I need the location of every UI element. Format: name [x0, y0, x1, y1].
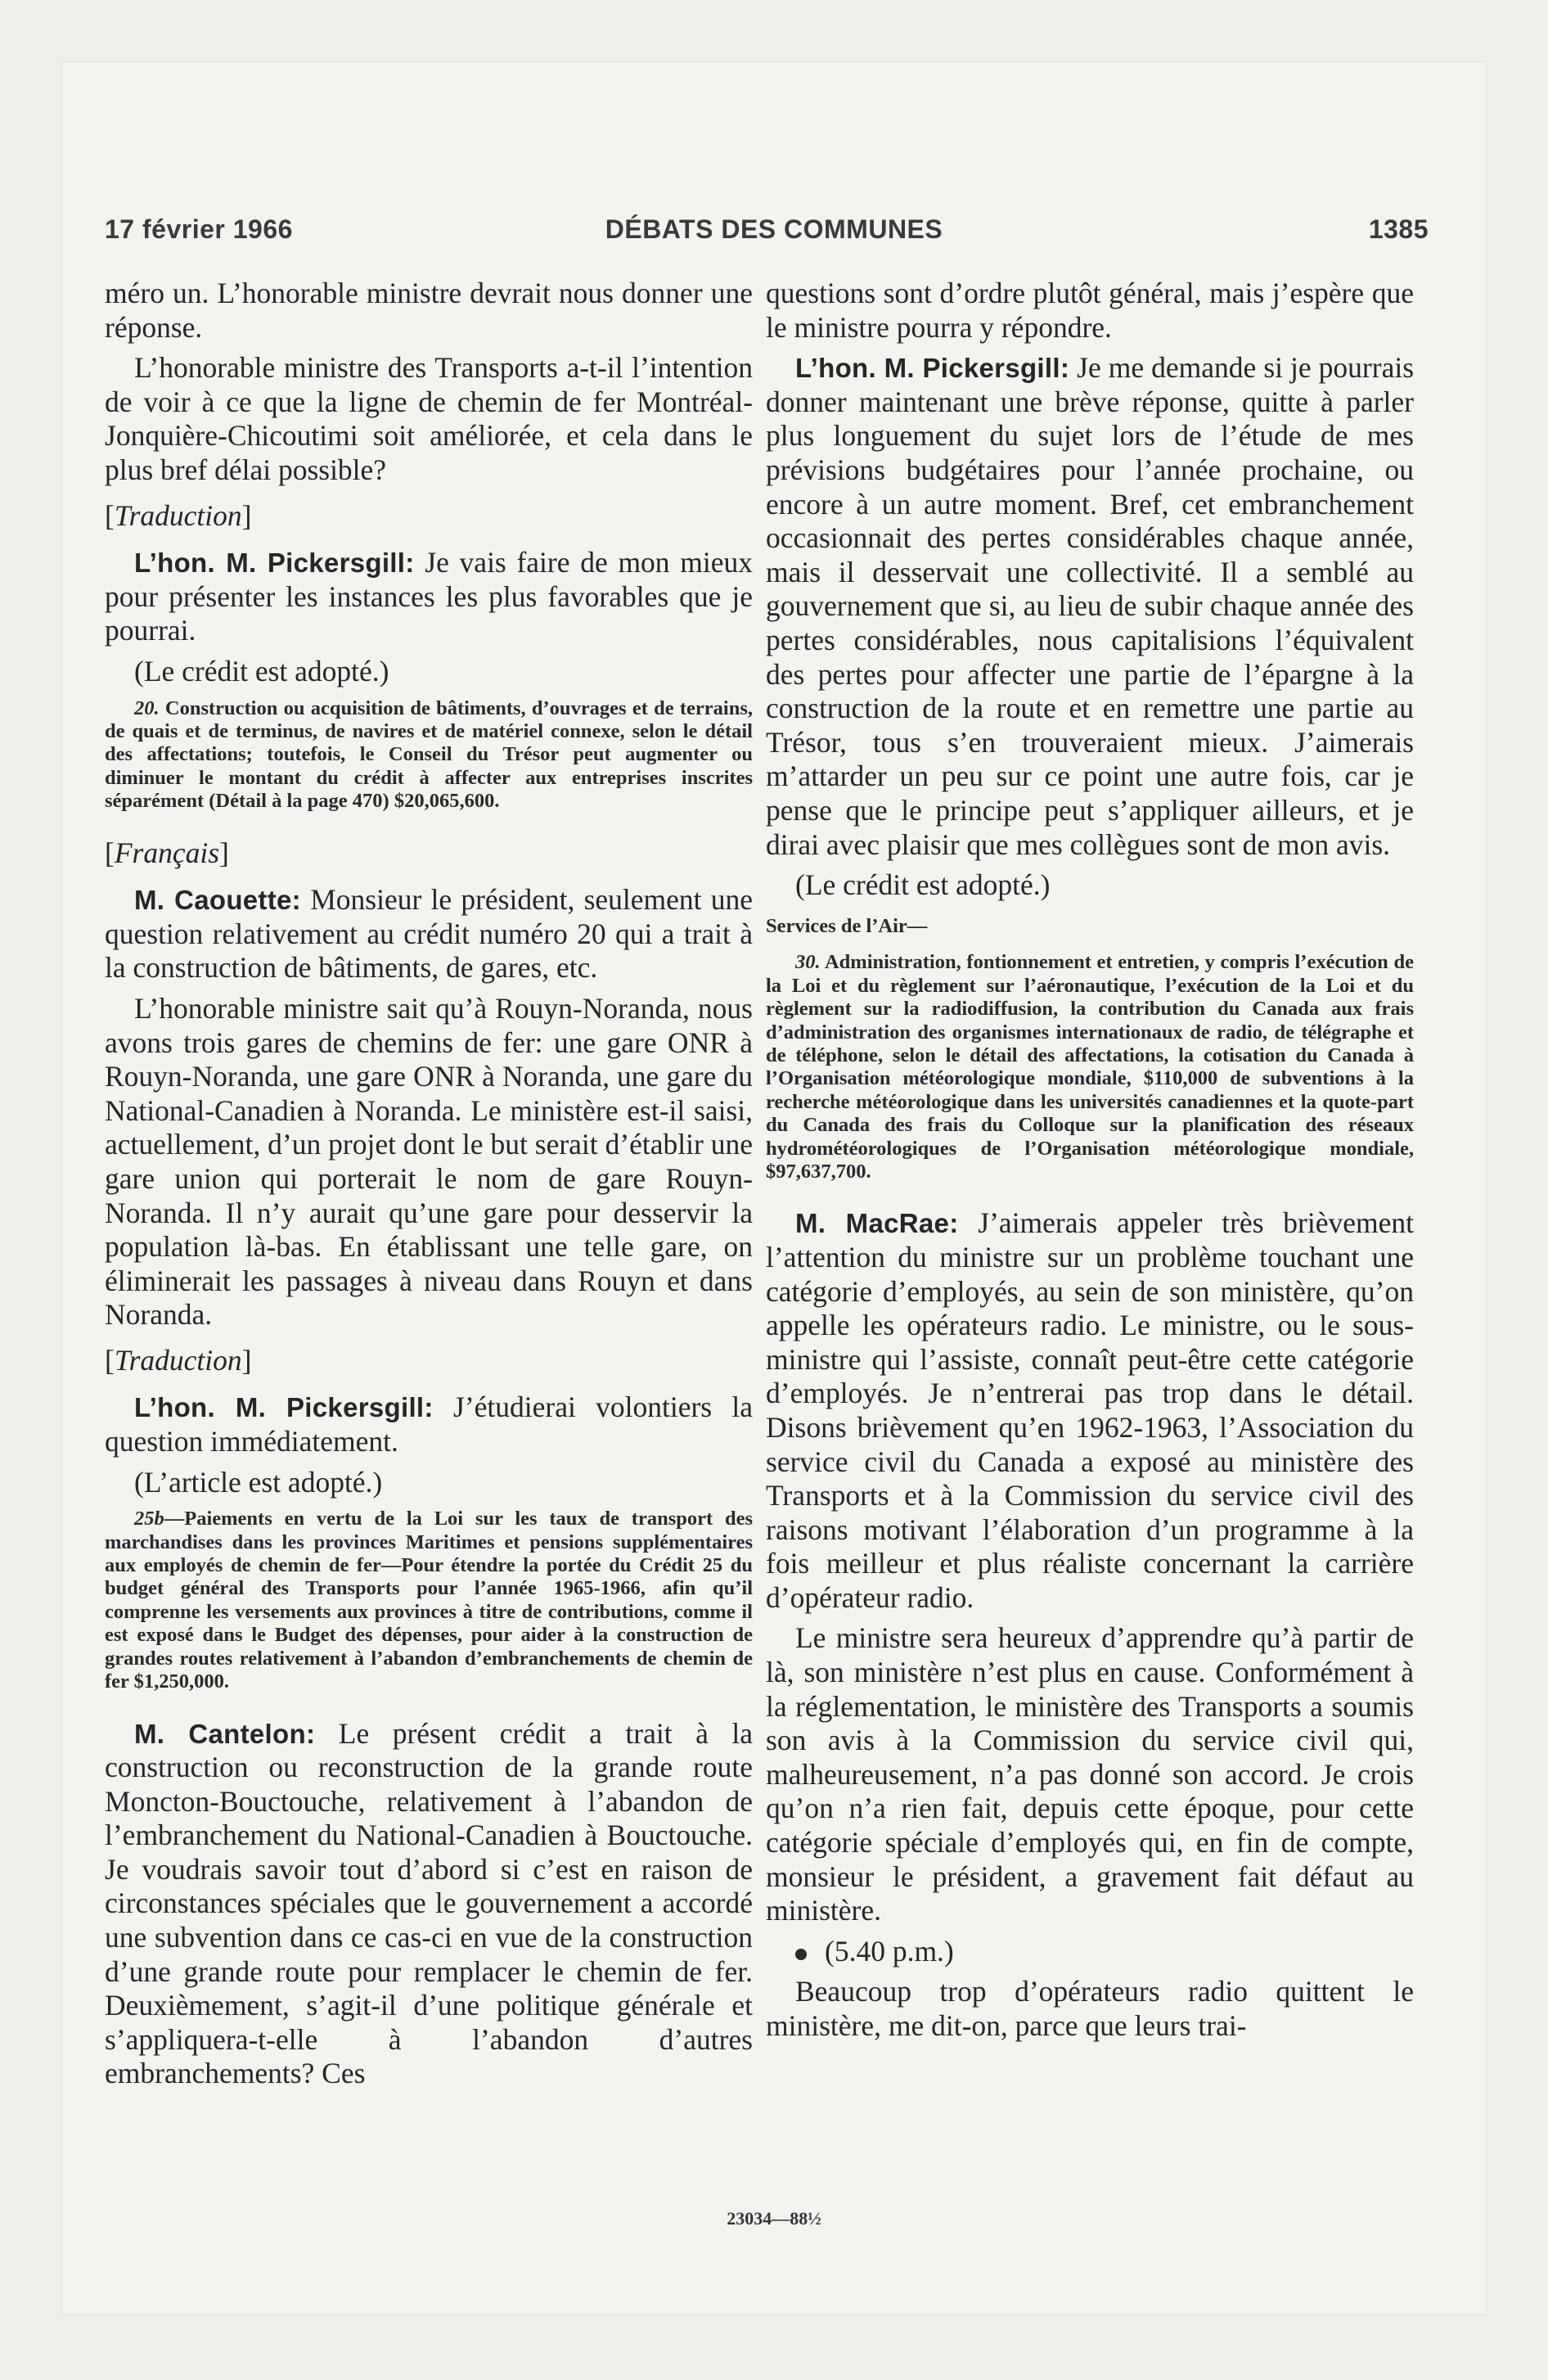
adoption-note: (Le crédit est adopté.)	[795, 868, 1051, 902]
speech-text: J’aimerais appeler très brièvement l’attention du ministre sur un problème touchant une catégorie d’employés, au sein de son ministère, qu’on appelle les opérateurs radio. Le ministre, ou le sous-ministre qui l’assiste, connaît peut-être cette catégorie d’employés. Je n’entrerai pas trop dans le détail. Disons brièvement qu’en 1962-1963, l’Association du service civil du Canada a exposé au ministère des Transports et à la Commission du service civil des raisons motivant l’élaboration d’un programme à la fois meilleur et plus réaliste concernant la carrière d’opérateur radio.	[766, 1206, 1414, 1614]
speech	[766, 1206, 1414, 1615]
vote-number: 25b	[134, 1508, 164, 1530]
speaker-name: M. Cantelon:	[134, 1718, 316, 1749]
vote-item	[105, 1508, 753, 1693]
adoption-note: (L’article est adopté.)	[134, 1465, 383, 1499]
speech	[105, 1717, 753, 2092]
vote-number: 20.	[134, 696, 160, 719]
vote-item	[105, 697, 753, 814]
paragraph: Beaucoup trop d’opérateurs radio quittent le ministère, me dit-on, parce que leurs trai-	[766, 1975, 1414, 2042]
speech	[766, 351, 1414, 862]
speaker-name: L’hon. M. Pickersgill:	[134, 1392, 434, 1423]
paragraph: Le ministre sera heureux d’apprendre qu’à partir de là, son ministère n’est plus en cause. Conformément à la réglementation, le ministère des Transports a soumis son avis à la Commission du service civil qui, malheureusement, n’a pas donné son accord. Je crois qu’on n’a rien fait, depuis cette époque, pour cette catégorie spéciale d’employés qui, en fin de compte, monsieur le président, a gravement fait défaut au ministère.	[766, 1621, 1414, 1927]
speech-text: Je vais faire de mon mieux pour présenter les instances les plus favorables que je pourrai.	[105, 546, 754, 647]
section-heading: Services de l’Air—	[766, 914, 928, 937]
language-marker-text: Traduction	[114, 1343, 242, 1377]
page-header	[62, 214, 1486, 252]
language-marker-text: Français	[114, 836, 220, 869]
speaker-name: M. MacRae:	[795, 1208, 959, 1239]
page-footer: 23034—88½	[727, 2208, 821, 2229]
left-column	[105, 277, 753, 2098]
speaker-name: M. Caouette:	[134, 885, 301, 916]
language-marker-text: Traduction	[114, 498, 242, 532]
language-marker: [Français]	[105, 836, 229, 869]
speech-text: Le présent crédit a trait à la construction ou reconstruction de la grande route Moncton-Bouctouche, relativement à l’abandon de l’embranchement du National-Canadien à Bouctouche. Je voudrais savoir tout d’abord si c’est en raison de circonstances spéciales que le gouvernement a accordé une subvention dans ce cas-ci en vue de la construction d’une grande route pour remplacer le chemin de fer. Deuxièmement, s’agit-il d’une politique générale et s’appliquera-t-elle à l’abandon d’autres embranchements? Ces	[105, 1716, 753, 2090]
paragraph: questions sont d’ordre plutôt général, mais j’espère que le ministre pourra y répondre.	[766, 277, 1414, 344]
vote-text: Administration, fontionnement et entretien, y compris l’exécution de la Loi et du règlement sur l’aéronautique, l’exécution de la Loi et du règlement sur la radiodiffusion, la contribution du Canada aux frais d’administration des organismes internationaux de radio, de télégraphe et de téléphone, selon le détail des affectations, la cotisation du Canada à l’Organisation météorologique mondiale, $110,000 de subventions à la recherche météorologique dans les universités canadiennes et la quote-part du Canada des frais du Colloque sur la planification des réseaux hydrométéorologiques de l’Organisation météorologique mondiale, $97,637,700.	[766, 951, 1414, 1183]
speaker-name: L’hon. M. Pickersgill:	[134, 548, 415, 579]
language-marker: [Traduction]	[105, 1343, 252, 1377]
speech-text: J’étudierai volontiers la question immédiatement.	[105, 1391, 754, 1458]
bullet-icon	[795, 1949, 807, 1960]
adoption-note: (Le crédit est adopté.)	[134, 654, 389, 687]
speech	[105, 546, 753, 648]
language-marker: [Traduction]	[105, 498, 252, 532]
paragraph: L’honorable ministre sait qu’à Rouyn-Noranda, nous avons trois gares de chemins de fer: une gare ONR à Rouyn-Noranda, une gare ONR à Noranda, une gare du National-Canadien à Noranda. Le ministère est-il saisi, actuellement, d’un projet dont le but serait d’établir une gare union qui porterait le nom de gare Rouyn-Noranda. Il n’y aurait qu’une gare pour desservir la population là-bas. En établissant une telle gare, on éliminerait les passages à niveau dans Rouyn et dans Noranda.	[105, 991, 753, 1332]
speech-text: Je me demande si je pourrais donner maintenant une brève réponse, quitte à parler plus longuement du sujet lors de l’étude de mes prévisions budgétaires pour l’année prochaine, ou encore à un autre moment. Bref, cet embranchement occasionnait des pertes considérables chaque année, mais il desservait une collectivité. Il a semblé au gouvernement que si, au lieu de subir chaque année des pertes considérables, nous capitalisions l’équivalent des pertes pour affecter une partie de l’épargne à la construction de la route et en remettre une partie au Trésor, tous s’en trouveraient mieux. J’aimerais m’attarder un peu sur ce point une autre fois, car je pense que le principe peut s’appliquer ailleurs, et je dirai avec plaisir que mes collègues sont de mon avis.	[766, 351, 1415, 861]
speech-text: Monsieur le président, seulement une question relativement au crédit numéro 20 qui a trait à la construction de bâtiments, de gares, etc.	[105, 883, 754, 985]
vote-text: Construction ou acquisition de bâtiments, d’ouvrages et de terrains, de quais et de terminus, de navires et de matériel connexe, selon le détail des affectations; toutefois, le Conseil du Trésor peut augmenter ou diminuer le montant du crédit à affecter aux entreprises inscrites séparément (Détail à la page 470) $20,065,600.	[105, 696, 753, 813]
time-marker	[766, 1935, 1414, 1969]
right-column	[766, 277, 1414, 2050]
speech	[105, 883, 753, 985]
vote-number: 30.	[795, 951, 821, 974]
vote-item	[766, 951, 1414, 1183]
speaker-name: L’hon. M. Pickersgill:	[795, 353, 1070, 384]
header-page-number: 1385	[1368, 214, 1429, 244]
paragraph: méro un. L’honorable ministre devrait nous donner une réponse.	[105, 277, 753, 344]
page	[62, 62, 1486, 2315]
time-text: (5.40 p.m.)	[825, 1934, 954, 1968]
vote-text: —Paiements en vertu de la Loi sur les taux de transport des marchandises dans les provinces Maritimes et pensions supplémentaires aux employés de chemin de fer—Pour étendre la portée du Crédit 25 du budget général des Transports pour l’année 1965-1966, afin qu’il comprenne les versements aux provinces à titre de contributions, comme il est exposé dans le Budget des dépenses, pour aider à la construction de grandes routes relativement à l’abandon d’embranchements de chemin de fer $1,250,000.	[105, 1508, 753, 1693]
header-title: DÉBATS DES COMMUNES	[605, 214, 943, 244]
header-date: 17 février 1966	[105, 214, 293, 244]
paragraph: L’honorable ministre des Transports a-t-il l’intention de voir à ce que la ligne de chemin de fer Montréal-Jonquière-Chicoutimi soit améliorée, et cela dans le plus bref délai possible?	[105, 351, 753, 486]
speech	[105, 1391, 753, 1458]
